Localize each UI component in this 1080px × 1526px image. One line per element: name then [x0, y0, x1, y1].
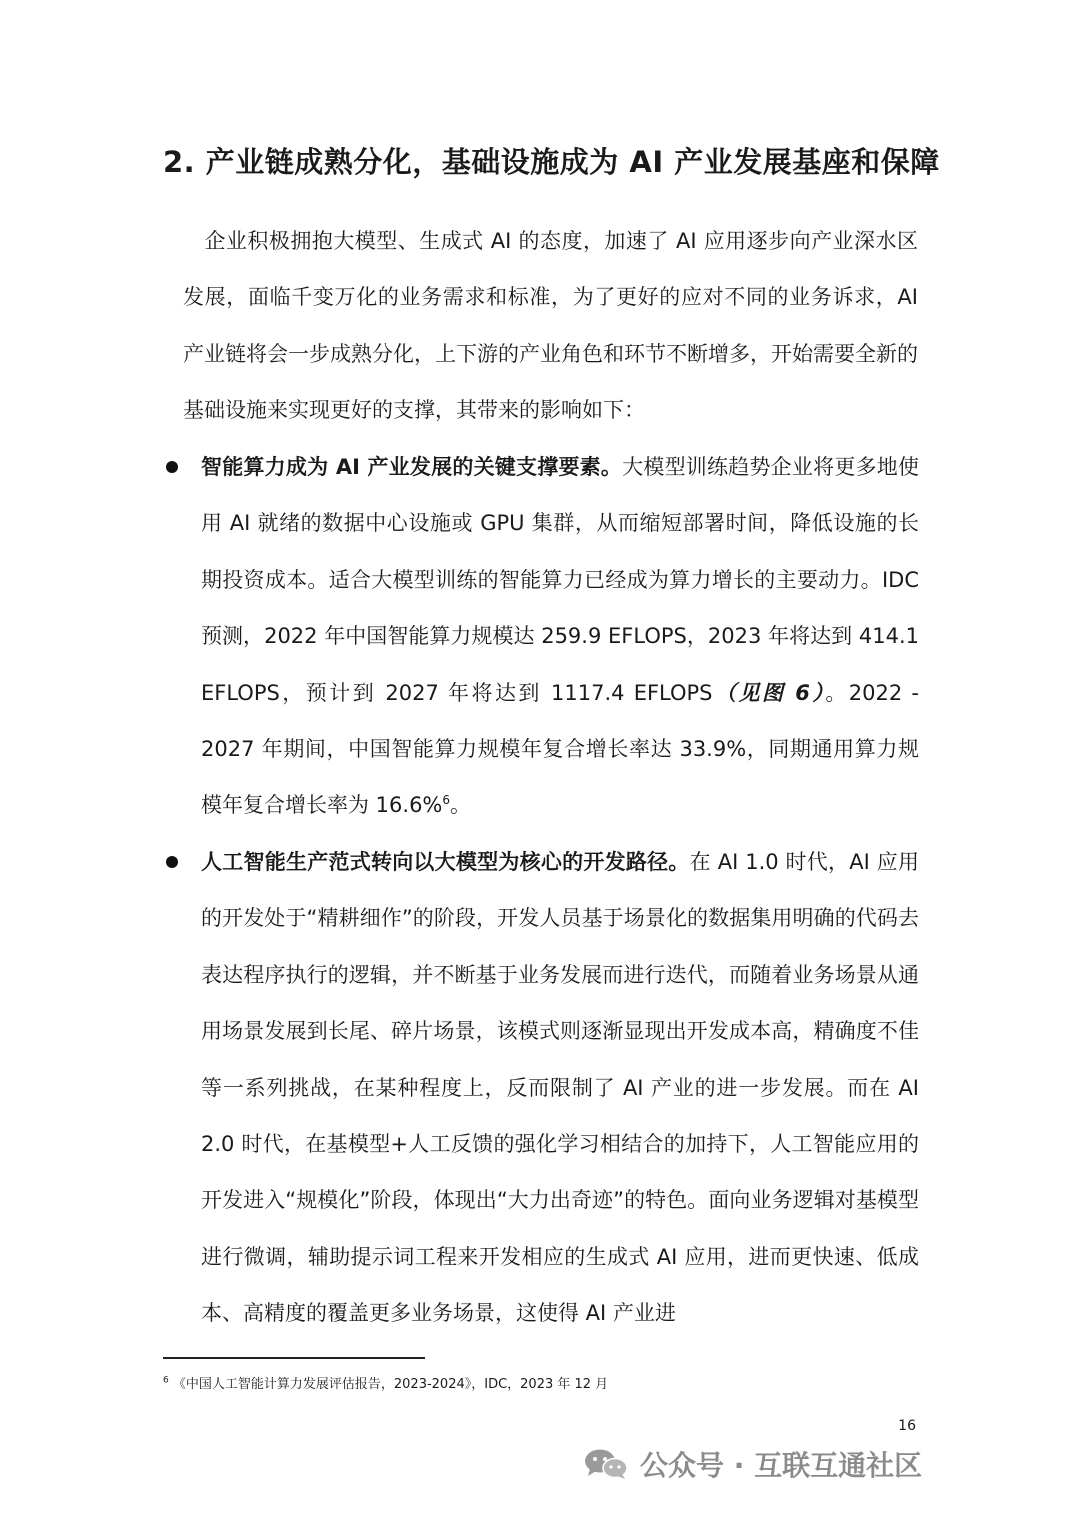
- bullet-body: 大模型训练趋势企业将更多地使用 AI 就绪的数据中心设施或 GPU 集群，从而缩短部署时间，降低设施的长期投资成本。适合大模型训练的智能算力已经成为算力增长的主要动力。IDC 预测，2022 年中国智能算力规模达 259.9 EFLOPS，2023 年将达到 414.1 EFLOPS，预计到 2027 年将达到 1117.4 EFLOPS: [201, 455, 920, 705]
- bullet-lead: 人工智能生产范式转向以大模型为核心的开发路径。: [201, 850, 690, 874]
- footnote-divider: [163, 1357, 425, 1359]
- footnote-text: 《中国人工智能计算力发展评估报告，2023-2024》，IDC，2023 年 12 月: [172, 1377, 609, 1392]
- intro-text: 企业积极拥抱大模型、生成式 AI 的态度，加速了 AI 应用逐步向产业深水区发展，面临千变万化的业务需求和标准，为了更好的应对不同的业务诉求，AI 产业链将会一步成熟分化，上下游的产业角色和环节不断增多，开始需要全新的基础设施来实现更好的支撑，其带来的影响如下：: [183, 229, 918, 423]
- bullet-dot: [166, 856, 178, 868]
- page-number: 16: [898, 1418, 916, 1434]
- bullet-body-cont: 。2022 - 2027 年期间，中国智能算力规模年复合增长率达 33.9%，同期通用算力规模年复合增长率为 16.6%: [201, 680, 919, 818]
- bullet-text: [201, 439, 919, 834]
- footnote: [163, 1375, 608, 1395]
- wechat-icon: [582, 1448, 630, 1480]
- bullet-dot: [166, 461, 178, 473]
- bullet-end: 。: [450, 793, 472, 818]
- figure-reference: （见图 6）: [712, 680, 826, 705]
- bullet-lead: 智能算力成为 AI 产业发展的关键支撑要素。: [201, 455, 623, 479]
- section-heading: 2. 产业链成熟分化，基础设施成为 AI 产业发展基座和保障: [163, 145, 940, 179]
- watermark: [582, 1448, 922, 1480]
- watermark-text: 公众号 · 互联互通社区: [640, 1449, 923, 1482]
- bullet-body: 在 AI 1.0 时代，AI 应用的开发处于“精耕细作”的阶段，开发人员基于场景化的数据集用明确的代码去表达程序执行的逻辑，并不断基于业务发展而进行迭代，而随着业务场景从通用场景发展到长尾、碎片场景，该模式则逐渐显现出开发成本高，精确度不佳等一系列挑战，在某种程度上，反而限制了 AI 产业的进一步发展。而在 AI 2.0 时代，在基模型+人工反馈的强化学习相结合的加持下，人工智能应用的开发进入“规模化”阶段，体现出“大力出奇迹”的特色。面向业务逻辑对基模型进行微调，辅助提示词工程来开发相应的生成式 AI 应用，进而更快速、低成本、高精度的覆盖更多业务场景，这使得 AI 产业进: [201, 850, 919, 1326]
- intro-paragraph: [183, 213, 918, 439]
- bullet-text: [201, 834, 919, 1342]
- footnote-marker: 6: [442, 793, 451, 808]
- footnote-number: 6: [163, 1375, 169, 1386]
